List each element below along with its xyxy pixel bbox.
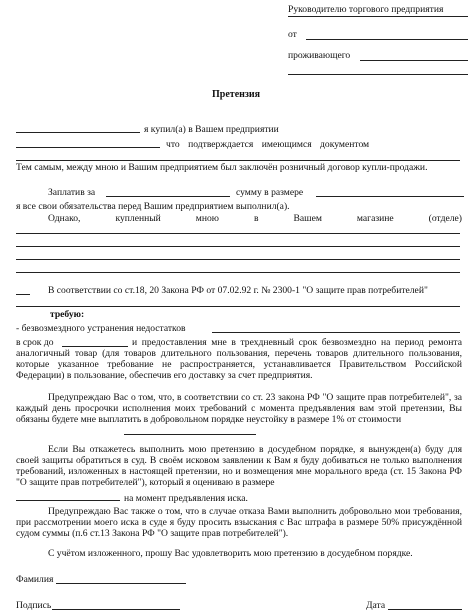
purchase-date-line <box>16 147 160 148</box>
signature-line <box>52 609 180 610</box>
list-item-2-deadline-label: в срок до <box>16 337 54 348</box>
demand-label: требую: <box>50 309 85 320</box>
p2-text-a: Заплатив за <box>48 187 96 198</box>
moral-damage-line <box>16 500 120 501</box>
p2-text-c: я все свои обязательства перед Вашим предприятием выполнил(а). <box>16 201 290 212</box>
header-addressee: Руководителю торгового предприятия <box>288 4 444 15</box>
defect-line-3 <box>16 259 460 260</box>
paid-item-line <box>106 196 230 197</box>
cost-line <box>124 434 256 435</box>
p6-text: Если Вы откажетесь выполнить мою претензию в досудебном порядке, я вынужден(а) буду для своей защиты обратиться в суд. В своём исковом заявлении к Вам я буду добиваться не только выполнения требований, изложенных в настоящей претензии, но и возмещения мне морального вреда (ст. 15 Закона РФ "О защите прав потребителей"), который я оцениваю в размере <box>16 444 462 488</box>
date-line <box>388 609 462 610</box>
p4-text-a: В соответствии со ст.18, 20 Закона РФ от 07.02.92 г. № 2300-1 "О защите прав потребителей" <box>48 285 428 296</box>
p6-end-text: на момент предъявления иска. <box>124 493 248 504</box>
p5-text: Предупреждаю Вас о том, что, в соответствии со ст. 23 закона РФ "О защите прав потребителей", за каждый день просрочки исполнения моих требований с момента предъявления вам этой претензии, Вы обязаны будете мне выплатить в добровольном порядке неустойку в размере 1% от стоимости <box>16 392 462 425</box>
list-item-1: - безвозмездного устранения недостатков <box>16 323 186 334</box>
p8-text: С учётом изложенного, прошу Вас удовлетворить мою претензию в досудебном порядке. <box>48 548 413 559</box>
header-from-label: от <box>288 29 297 40</box>
purchase-item-line <box>16 132 140 133</box>
law-line <box>16 306 460 307</box>
p1-text-a: я купил(а) в Вашем предприятии <box>144 124 279 135</box>
defects-to-fix-line <box>212 332 460 333</box>
p1-text-c: Тем самым, между мною и Вашим предприятием был заключён розничный договор купли-продажи. <box>16 162 428 173</box>
p7-text: Предупреждаю Вас также о том, что в случае отказа Вами выполнить добровольно мои требования, при рассмотрении моего иска в суде я буду просить взыскания с Вас штрафа в размере 50% присуждённой судом суммы (п.6 ст.13 Закона РФ "О защите прав потребителей"). <box>16 506 462 539</box>
header-from-line <box>306 39 468 40</box>
defect-line-1 <box>16 233 460 234</box>
header-address-label: проживающего <box>288 50 351 61</box>
header-extra-line <box>288 74 468 75</box>
surname-label: Фамилия <box>16 574 54 585</box>
signature-label: Подпись <box>16 600 52 611</box>
header-address-line <box>360 60 468 61</box>
paid-amount-line <box>316 196 464 197</box>
p1-text-b: что подтверждается имеющимся документом <box>166 139 370 150</box>
surname-line <box>56 583 186 584</box>
law-prefix-line <box>16 294 30 295</box>
p3-text: Однако, купленный мною в Вашем магазине (отделе) <box>48 213 462 224</box>
document-line <box>16 160 460 161</box>
header-addressee-line <box>288 16 468 17</box>
document-title: Претензия <box>212 89 261 100</box>
list-item-2-text: и предоставления мне в трехдневный срок безвозмездно на период ремонта аналогичный товар (для товаров длительного пользования, перечень товаров длительного пользования, которые указанное требование не распространяется, устанавливается Правительством Российской Федерации) в пользование, обеспечив его доставку за счет предприятия. <box>16 337 462 381</box>
defect-line-4 <box>16 272 460 273</box>
date-label: Дата <box>366 600 386 611</box>
p2-text-b: сумму в размере <box>236 187 304 198</box>
defect-line-2 <box>16 246 460 247</box>
